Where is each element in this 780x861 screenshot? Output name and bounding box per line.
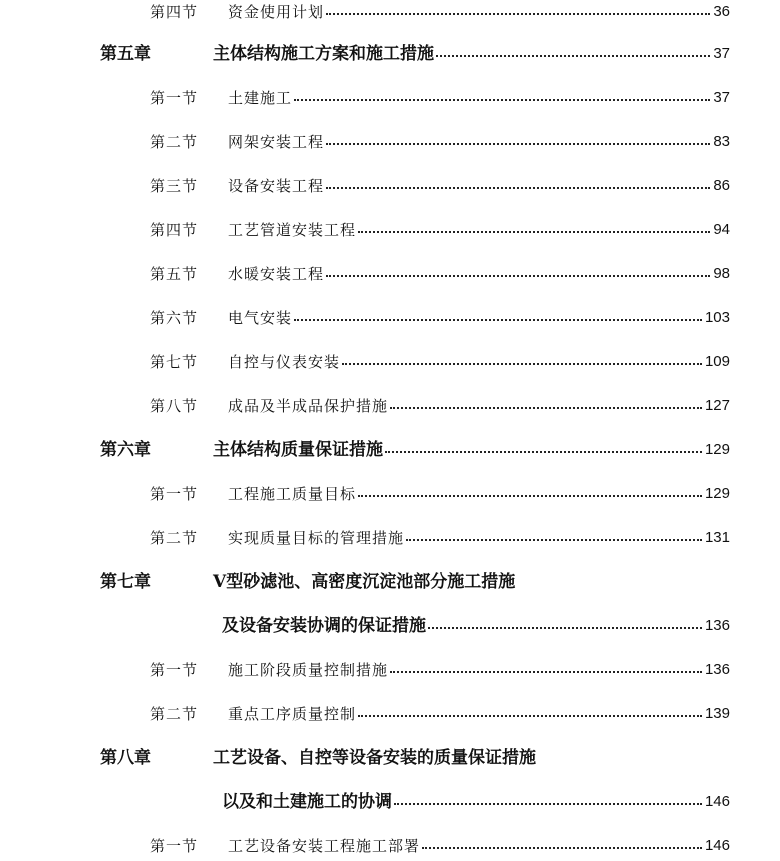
section-number: 第三节 [150, 177, 199, 195]
page-number: 103 [704, 309, 730, 326]
entry-title: 工艺设备、自控等设备安装的质量保证措施 [213, 748, 536, 768]
entry-title: 资金使用计划 [228, 3, 325, 21]
section-number: 第八节 [150, 397, 199, 415]
dot-leader [422, 847, 702, 849]
page-number: 37 [713, 89, 730, 106]
page-number: 129 [704, 441, 730, 458]
page-number: 136 [704, 617, 730, 634]
dot-leader [326, 187, 710, 189]
entry-title: 以及和土建施工的协调 [222, 792, 392, 812]
page-number: 36 [713, 3, 730, 20]
dot-leader [428, 627, 702, 629]
dot-leader [294, 99, 710, 101]
entry-title: 成品及半成品保护措施 [228, 397, 389, 415]
entry-title: 自控与仪表安装 [228, 353, 341, 371]
dot-leader [294, 319, 702, 321]
dot-leader [394, 803, 702, 805]
toc-section-entry[interactable] [0, 834, 780, 858]
chapter-number: 第五章 [100, 44, 151, 63]
dot-leader [390, 671, 702, 673]
page-number: 83 [713, 133, 730, 150]
page-number: 129 [704, 485, 730, 502]
entry-title: 土建施工 [228, 89, 293, 107]
dot-leader [358, 495, 702, 497]
section-number: 第二节 [150, 133, 199, 151]
dot-leader [406, 539, 702, 541]
entry-title: 主体结构质量保证措施 [213, 440, 383, 460]
toc-section-entry[interactable] [0, 526, 780, 550]
toc-section-entry[interactable] [0, 702, 780, 726]
toc-section-entry[interactable] [0, 658, 780, 682]
page-number: 37 [713, 45, 730, 62]
toc-chapter-entry[interactable] [0, 570, 780, 594]
toc-section-entry[interactable] [0, 306, 780, 330]
page-number: 131 [704, 529, 730, 546]
toc-section-entry[interactable] [0, 218, 780, 242]
toc-section-entry[interactable] [0, 0, 780, 24]
section-number: 第二节 [150, 529, 199, 547]
toc-section-entry[interactable] [0, 394, 780, 418]
toc-section-entry[interactable] [0, 262, 780, 286]
toc-chapter-entry[interactable] [0, 614, 780, 638]
section-number: 第二节 [150, 705, 199, 723]
page-number: 86 [713, 177, 730, 194]
chapter-number: 第七章 [100, 572, 151, 591]
section-number: 第一节 [150, 485, 199, 503]
entry-title: 工艺设备安装工程施工部署 [228, 837, 421, 855]
toc-section-entry[interactable] [0, 174, 780, 198]
toc-section-entry[interactable] [0, 482, 780, 506]
entry-title: 工艺管道安装工程 [228, 221, 357, 239]
entry-title: 实现质量目标的管理措施 [228, 529, 405, 547]
section-number: 第五节 [150, 265, 199, 283]
page-number: 127 [704, 397, 730, 414]
dot-leader [436, 55, 710, 57]
page-number: 94 [713, 221, 730, 238]
section-number: 第六节 [150, 309, 199, 327]
entry-title: 及设备安装协调的保证措施 [222, 616, 426, 636]
dot-leader [326, 275, 710, 277]
entry-title: 网架安装工程 [228, 133, 325, 151]
entry-title: 电气安装 [228, 309, 293, 327]
toc-section-entry[interactable] [0, 130, 780, 154]
dot-leader [326, 13, 710, 15]
toc-section-entry[interactable] [0, 350, 780, 374]
dot-leader [358, 231, 710, 233]
chapter-number: 第六章 [100, 440, 151, 459]
dot-leader [326, 143, 710, 145]
entry-title: 水暖安装工程 [228, 265, 325, 283]
entry-title: V型砂滤池、高密度沉淀池部分施工措施 [213, 572, 516, 592]
toc-section-entry[interactable] [0, 86, 780, 110]
section-number: 第四节 [150, 3, 199, 21]
toc-chapter-entry[interactable] [0, 42, 780, 66]
page-number: 146 [704, 793, 730, 810]
page-number: 98 [713, 265, 730, 282]
section-number: 第一节 [150, 89, 199, 107]
toc-chapter-entry[interactable] [0, 746, 780, 770]
page-number: 136 [704, 661, 730, 678]
entry-title: 设备安装工程 [228, 177, 325, 195]
entry-title: 工程施工质量目标 [228, 485, 357, 503]
entry-title: 施工阶段质量控制措施 [228, 661, 389, 679]
dot-leader [385, 451, 702, 453]
page-number: 139 [704, 705, 730, 722]
chapter-number: 第八章 [100, 748, 151, 767]
dot-leader [342, 363, 702, 365]
entry-title: 重点工序质量控制 [228, 705, 357, 723]
dot-leader [358, 715, 702, 717]
entry-title: 主体结构施工方案和施工措施 [213, 44, 434, 64]
section-number: 第一节 [150, 837, 199, 855]
page-number: 109 [704, 353, 730, 370]
toc-chapter-entry[interactable] [0, 438, 780, 462]
section-number: 第一节 [150, 661, 199, 679]
page-number: 146 [704, 837, 730, 854]
dot-leader [390, 407, 702, 409]
section-number: 第七节 [150, 353, 199, 371]
toc-chapter-entry[interactable] [0, 790, 780, 814]
section-number: 第四节 [150, 221, 199, 239]
